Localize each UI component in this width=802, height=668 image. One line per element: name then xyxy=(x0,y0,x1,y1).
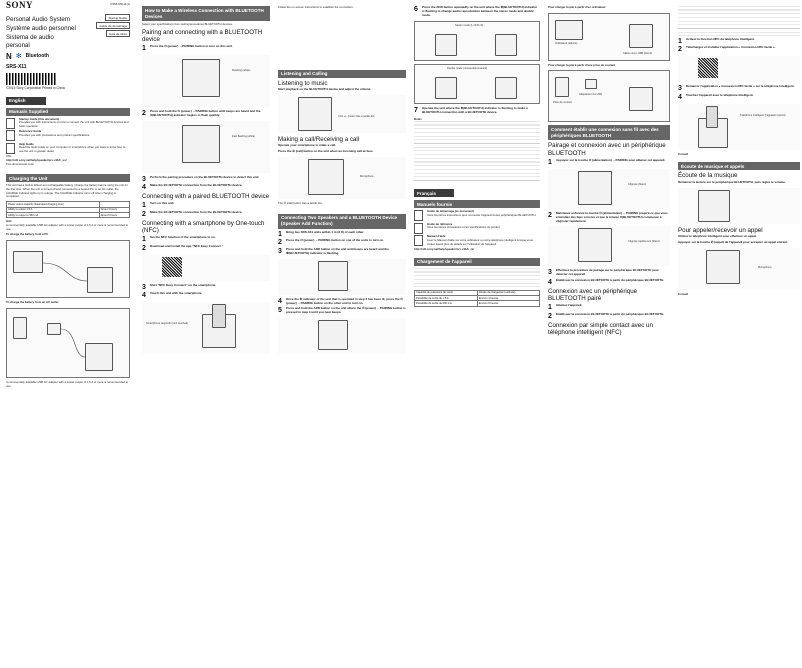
notes-label: Notes xyxy=(414,116,422,121)
step-3: 3 Start “NFC Easy Connect” on the smartphone. xyxy=(142,282,217,291)
speaker-illustration xyxy=(298,97,332,131)
speaker-illustration xyxy=(182,125,220,163)
speaker-left-illustration xyxy=(435,34,457,56)
ac-outlet-illustration xyxy=(555,77,569,97)
appel-step-1: Utilisez le téléphone intelligent pour effectuer un appel. xyxy=(678,233,757,238)
bt-connection-bar: How to Make a Wireless Connection with BLUETOOTH Devices xyxy=(142,6,270,21)
paired-heading-fr: Connexion avec un périphérique BLUETOOTH pairé xyxy=(548,287,638,303)
bluetooth-icon: ✻ xyxy=(15,53,22,61)
charge-pc-figure xyxy=(6,240,130,298)
speaker-illustration xyxy=(318,320,348,350)
lang-tag-es: Guía de inicio xyxy=(106,30,130,37)
listening-bar: Listening and Calling xyxy=(278,70,406,78)
barcode xyxy=(6,73,56,85)
conseil-label: Conseil xyxy=(678,151,689,156)
usb-cable-line xyxy=(7,309,130,379)
manual-book-icon xyxy=(414,223,423,234)
title-en: Personal Audio System xyxy=(6,16,70,23)
party-bar: Connecting Two Speakers and a BLUETOOTH Device (Speaker Add Function) xyxy=(278,214,406,229)
appel-step-2: Appuyez sur la touche ✆ (appel) de l'appareil pour accepter un appel entrant. xyxy=(678,239,788,244)
table-row: Ability to output to 500 mA About 6 hours xyxy=(7,212,130,217)
stereo-mode-figure: Stereo mode (L ch/R ch) xyxy=(414,21,540,61)
charge-ac-figure xyxy=(6,308,130,378)
conseil-label-2: Conseil xyxy=(678,291,689,296)
double-mode-figure: Double mode (monaural/monaural) xyxy=(414,64,540,104)
speaker-right-illustration xyxy=(495,34,517,56)
notes-filler xyxy=(414,121,540,183)
speaker-illustration xyxy=(578,228,612,262)
lang-tag-en: Startup Guide xyxy=(105,14,130,21)
speaker-illustration xyxy=(578,171,612,205)
qr-note: Two-dimensional code xyxy=(6,161,34,166)
column-3 xyxy=(278,0,406,668)
ecoute-bar: Écoute de musique et appels xyxy=(678,162,800,170)
pairing-figure-fr-2: Clignote rapidement (blanc) xyxy=(548,226,670,266)
smartphone-illustration xyxy=(706,106,718,128)
manual-book-icon xyxy=(414,210,423,221)
manual-item: Help Guide Read the Help Guide on your computer or smartphone when you want to know how to use the unit in greater detail. xyxy=(6,143,130,154)
charge-pc-figure-fr: Ordinateur (allumé) Câble micro-USB (fourni) xyxy=(548,13,670,61)
hint-text-2: A commercially available USB AC adapter with a power output of 1.5 A or more is recommended to use. xyxy=(6,379,129,388)
operate-phone: Operate your smartphone to make a call. xyxy=(278,143,337,148)
table-row: Possibilité de sortie de 500 mA Environ 6 heures xyxy=(415,301,540,306)
listening-heading: Listening to music xyxy=(278,79,328,87)
francais-lang-bar: Français xyxy=(414,189,454,197)
step-7: 7 Operate the unit where the ✻(BLUETOOTH) indicator is flashing to make a BLUETOOTH connection with a BLUETOOTH device. xyxy=(414,105,528,114)
url-label: URL: xyxy=(6,154,13,159)
hint-text: A commercially available USB AC adapter with a power output of 1.5 A or more is recommended to use. xyxy=(6,223,129,231)
column-2 xyxy=(142,0,270,668)
pairing-heading-fr: Pairage et connexion avec un périphérique BLUETOOTH xyxy=(548,142,666,157)
call-figure: Microphone xyxy=(278,157,406,199)
usb-cable-line xyxy=(7,241,130,299)
qr-code-icon xyxy=(698,58,718,78)
model-name: SRS-X11 xyxy=(6,63,27,70)
step-4: 4 Touchez l'appareil avec le téléphone intelligent. xyxy=(678,92,754,101)
speaker-illustration xyxy=(706,250,740,284)
sony-logo: SONY xyxy=(6,0,34,10)
speaker-right-illustration xyxy=(495,77,517,99)
appel-heading: Pour appeler/recevoir un appel xyxy=(678,226,763,234)
nfc-logo-icon: N xyxy=(6,51,12,61)
column-4 xyxy=(414,0,540,668)
help-url[interactable]: http://rd1.sony.net/help/speaker/srs-x11/h_us/ xyxy=(6,157,67,162)
speaker-illustration xyxy=(629,24,653,48)
title-es: Sistema de audio personal xyxy=(6,34,54,49)
speaker-illustration xyxy=(698,190,730,222)
comment-bar: Comment établir une connexion sans fil avec des périphériques BLUETOOTH xyxy=(548,125,670,140)
nfc-figure-fr: Téléphone intelligent (l'appareil répond) xyxy=(678,104,800,150)
pc-illustration xyxy=(555,20,583,40)
help-guide-icon xyxy=(6,143,15,154)
step-2: 2 Établissez la connexion BLUETOOTH à partir du périphérique BLUETOOTH. xyxy=(548,311,665,320)
step-3: 3 Démarrez l'application « Connexion NFC facile » sur le téléphone intelligent. xyxy=(678,84,795,92)
charging-text: This unit has a built-in lithium-ion rechargeable battery. Charge the battery before using the unit for the first time. When the unit is turned off and connected to a booted PC or an AC outlet, the CHARGE indicator lights up in orange. The CHARGE indicator turns off when charging is completed. xyxy=(6,183,128,199)
step-2: 2 Maintenez enfoncée la touche ⏻ (alimentation) ↔PAIRING jusqu'à ce que vous entendiez des bips sonores et que le témoin ✻(BLUETOOTH) commence à clignoter rapidement. xyxy=(548,210,668,223)
press-call: Press the ✆ (call) button on the unit when an incoming call arrives. xyxy=(278,149,374,154)
manual-item: Guide de référence Vous fournit les précautions et les spécifications du produit. xyxy=(414,223,540,234)
step-2: 2 Download and install the app “NFC Easy Connect.” xyxy=(142,243,224,252)
hint-label: Hint xyxy=(6,219,12,224)
manual-item: Reference Guide Provides you with precautions and product specifications. xyxy=(6,130,130,141)
pairing-heading: Pairing and connecting with a BLUETOOTH device xyxy=(142,28,263,44)
manuals-supplied-bar: Manuals Supplied xyxy=(6,108,130,116)
manual-item: Guide de démarrage (ce document) Vous fournit les instructions pour connecter l'appareil à des périphériques BLUETOOTH. xyxy=(414,210,540,221)
part-number: 4-565-978-11(1) xyxy=(109,2,130,6)
qr-figure-fr xyxy=(678,56,800,82)
step-3: 3 Effectuez la procédure de pairage sur le périphérique BLUETOOTH pour détecter cet appareil. xyxy=(548,268,659,277)
step-4: 4 Once the ✻ indicator of the unit that is operated in step 3 has been lit, press the ⏻ (power) ↔PAIRING button on the other unit to turn on. xyxy=(278,296,403,305)
charging-bar: Charging the Unit xyxy=(6,174,130,182)
chargement-bar: Chargement de l'appareil xyxy=(414,258,540,266)
step-1: 1 Set the NFC function of the smartphone to on. xyxy=(142,235,216,244)
bt-intro: Select your specifications from pairing/procedures BLUETOOTH devices. xyxy=(142,22,233,26)
intro-text: Follow the on-screen instructions to establish the connection. xyxy=(278,5,354,9)
party-figure-2 xyxy=(278,318,406,354)
ecoute-heading: Écoute de la musique xyxy=(678,172,738,180)
bluetooth-label: Bluetooth xyxy=(25,53,49,60)
nfc-heading: Connecting with a smartphone by One-touch (NFC) xyxy=(142,219,265,235)
charge-time-table xyxy=(6,201,130,218)
step-2: 2 Press and hold the ⏻ (power) ↔PAIRING button until beeps are heard and the ✻(BLUETOOTH) indicator begins to flash quickly. xyxy=(142,109,261,118)
smartphone-illustration xyxy=(212,304,226,328)
step-1: 1 Appuyez sur la touche ⏻ (alimentation) ↔PAIRING pour allumer cet appareil. xyxy=(548,157,666,166)
step-4: 4 Établissez la connexion BLUETOOTH à partir du périphérique BLUETOOTH. xyxy=(548,277,665,286)
column-5 xyxy=(548,0,670,668)
step-1: 1 Allumez l'appareil. xyxy=(548,303,583,312)
pairing-figure-2: Fast flashing (white) xyxy=(142,121,270,173)
step-3: 3 Perform the pairing procedure on the BLUETOOTH device to detect this unit. xyxy=(142,174,260,183)
step-1: 1 Bring two SRS-X11 units within 1 m (3 ft) of each other. xyxy=(278,229,365,238)
call-figure-fr: Microphone xyxy=(678,248,800,290)
step-4: 4 Touch this unit with the smartphone. xyxy=(142,291,203,300)
step-1: 1 Activez la fonction NFC du téléphone intelligent. xyxy=(678,36,755,45)
pairing-figure-fr-1: Clignote (blanc) xyxy=(548,169,670,209)
charge-ac-title: To charge the battery from an AC outlet xyxy=(6,300,59,305)
manuels-bar: Manuels fournis xyxy=(414,200,540,208)
step-4: 4 Make the BLUETOOTH connection from the BLUETOOTH device. xyxy=(142,183,243,192)
manual-book-icon xyxy=(6,118,15,129)
volume-figure: VOL +/− button has a tactile dot xyxy=(278,95,406,133)
pc-charge-title-fr: Pour charger la pile à partir d'un ordinateur xyxy=(548,5,606,9)
qr-code-icon xyxy=(162,257,182,277)
charge-pc-title: To charge the battery from a PC xyxy=(6,232,49,237)
step-2: 2 Make the BLUETOOTH connection from the BLUETOOTH device. xyxy=(142,209,243,218)
title-fr: Système audio personnel xyxy=(6,25,76,33)
step-6: 6 Press the ADD button repeatedly on the unit where the ✻(BLUETOOTH) indicator is flashing to change audio reproduction between the stereo mode and double mode. xyxy=(414,5,538,17)
help-url-fr[interactable]: http://rd1.sony.net/help/speaker/srs-x11/h_zz/ xyxy=(414,246,475,251)
english-lang-bar: English xyxy=(6,97,46,105)
table-row: Power output capacity (Estimated charging time) xyxy=(7,202,130,207)
copyright: ©2015 Sony Corporation Printed in China xyxy=(6,85,65,90)
speaker-illustration xyxy=(308,159,344,195)
qr-figure xyxy=(142,255,270,281)
connect-paired-heading: Connecting with a paired BLUETOOTH device xyxy=(142,193,270,201)
usb-adapter-illustration xyxy=(585,79,597,89)
lang-tag-fr: Guide de démarrage xyxy=(96,22,130,29)
volume-figure-fr xyxy=(678,188,800,224)
chargement-filler xyxy=(414,268,540,288)
calling-heading: Making a call/Receiving a call xyxy=(278,136,360,144)
charge-time-table-fr xyxy=(414,290,540,307)
step-1: 1 Turn on this unit. xyxy=(142,201,175,210)
step-3: 3 Press and hold the ADD button on the unit until beeps are heard and the ✻(BLUETOOTH) indicator is flashing. xyxy=(278,246,389,255)
table-row: Ability to output 1.5 A About 4 hours xyxy=(7,207,130,212)
call-fig-note: The ✆ (call) button has a tactile dot. xyxy=(278,201,323,206)
speaker-left-illustration xyxy=(435,77,457,99)
manual-item: Startup Guide (this document) Provides you with instructions on how to connect the unit with BLUETOOTH devices and basic operation. xyxy=(6,118,130,129)
manual-item: Manuel d'aide Lisez le Manuel d'aide sur votre ordinateur ou votre téléphone intelligent lorsque vous voulez savoir plus de détails sur l'utilisation de l'appareil. xyxy=(414,235,540,246)
speaker-illustration xyxy=(182,59,220,97)
help-guide-icon xyxy=(414,235,423,246)
charge-ac-figure-fr: Prise de courant Adaptateur CA USB xyxy=(548,70,670,122)
step-1: 1 Press the ⏻ (power) ↔PAIRING button to turn on this unit. xyxy=(142,44,233,53)
table-row: Capacité de puissance de sortie (Durée de chargement estimée) xyxy=(415,290,540,295)
pairing-figure-1: Flashing (white) xyxy=(142,55,270,107)
table-row: Possibilité de sortie de 1,5 A Environ 4 heures xyxy=(415,295,540,300)
speaker-illustration xyxy=(318,261,348,291)
nfc-heading-fr: Connexion par simple contact avec un téléphone intelligent (NFC) xyxy=(548,321,653,336)
ecoute-step: Démarrez la lecture sur le périphérique BLUETOOTH, puis réglez le volume. xyxy=(678,179,786,184)
manual-book-icon xyxy=(6,130,15,141)
step-5: 5 Press and hold the ADD button on the unit where the ⏻ (power) ↔PAIRING button is pressed in step 4 until you hear beeps. xyxy=(278,306,406,315)
speaker-illustration xyxy=(629,87,653,111)
start-playback: Start playback on the BLUETOOTH device and adjust the volume. xyxy=(278,87,372,92)
nfc-figure: Smartphone responds (unit touched) xyxy=(142,302,270,354)
step-2: 2 Press the ⏻ (power) ↔PAIRING button on one of the units to turn on. xyxy=(278,238,384,247)
step-2: 2 Téléchargez et installez l'application « Connexion NFC facile ». xyxy=(678,45,776,53)
column-6 xyxy=(678,0,800,668)
nfc-filler xyxy=(678,6,800,36)
column-1 xyxy=(6,0,130,668)
ac-charge-title-fr: Pour charger la pile à partir d'une prise de courant xyxy=(548,62,616,67)
party-figure-1 xyxy=(278,259,406,295)
